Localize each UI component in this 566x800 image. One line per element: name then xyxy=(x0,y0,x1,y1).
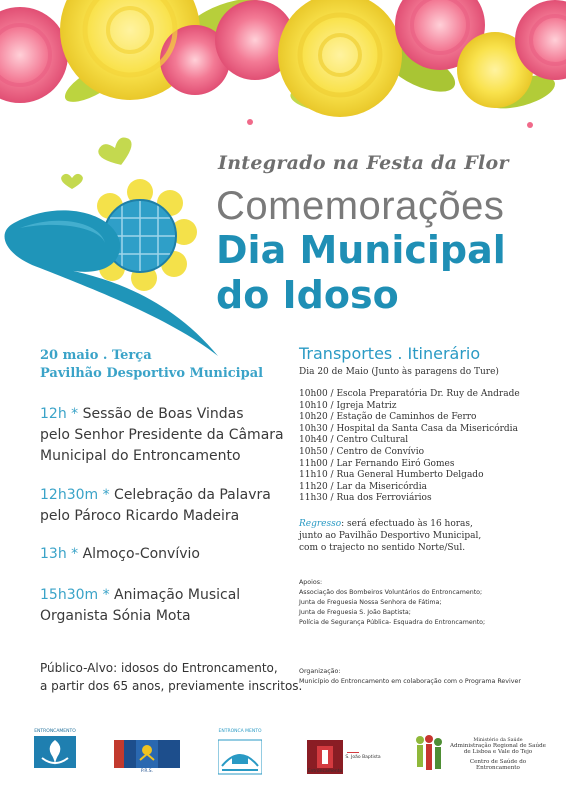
program-line: Organista Sónia Mota xyxy=(40,608,191,624)
prs-logo xyxy=(114,740,180,768)
heart-globe-logo xyxy=(0,128,230,358)
stop-item: 11h10 / Rua General Humberto Delgado xyxy=(299,470,484,481)
saude-line: Centro de Saúde do Entroncamento xyxy=(469,759,527,771)
program-line: Animação Musical xyxy=(109,587,241,603)
saude-line: Administração Regional de Saúde xyxy=(450,743,546,749)
program-line: Sessão de Boas Vindas xyxy=(78,406,244,422)
logo4-left-caption: Entroncamento xyxy=(307,769,343,774)
return-line: : será efectuado às 16 horas, xyxy=(341,519,473,529)
entroncamento-municipality-logo xyxy=(34,728,76,776)
saude-line: de Lisboa e Vale do Tejo xyxy=(463,749,533,755)
flower-banner xyxy=(0,0,566,140)
stop-item: 10h00 / Escola Preparatória Dr. Ruy de Andrade xyxy=(299,389,520,399)
supporters-title: Apoios: xyxy=(299,579,323,586)
supporter-item: Junta de Freguesia S. João Baptista; xyxy=(299,609,411,616)
subtitle-festa-da-flor: Integrado na Festa da Flor xyxy=(218,152,509,174)
logo2-caption: P.R.S. xyxy=(140,769,154,774)
program-line: Almoço-Convívio xyxy=(78,546,200,562)
stop-item: 10h20 / Estação de Caminhos de Ferro xyxy=(299,412,477,423)
logo3-caption: ENTRONCA MENTO xyxy=(218,729,262,734)
supporter-item: Junta de Freguesia Nossa Senhora de Fátima; xyxy=(299,599,442,606)
stop-item: 11h30 / Rua dos Ferroviários xyxy=(299,493,432,504)
supporter-item: Associação dos Bombeiros Voluntários do Entroncamento; xyxy=(299,589,483,596)
program-time: 15h30m * xyxy=(40,587,110,603)
logo4-divider xyxy=(347,752,359,753)
organization xyxy=(299,667,549,687)
ministerio-saude-text xyxy=(448,738,548,771)
supporter-item: Polícia de Segurança Pública- Esquadra do Entroncamento; xyxy=(299,619,486,626)
event-date: 20 maio . Terça xyxy=(40,348,152,363)
entroncamento-train-logo xyxy=(218,736,262,778)
stop-item: 10h40 / Centro Cultural xyxy=(299,435,409,446)
ministerio-saude-figures-icon xyxy=(412,734,446,778)
program-line: pelo Pároco Ricardo Madeira xyxy=(40,508,240,524)
return-label: Regresso xyxy=(299,519,342,529)
stop-item: 10h30 / Hospital da Santa Casa da Misericórdia xyxy=(299,423,518,434)
logo4-right-caption: S. João Baptista xyxy=(345,755,381,760)
transport-subtitle: Dia 20 de Maio (Junto às paragens do Ture) xyxy=(299,367,499,377)
program-time: 13h * xyxy=(40,546,79,562)
saude-line: Ministério da Saúde xyxy=(473,738,523,743)
program-time: 12h * xyxy=(40,406,79,422)
organization-text: Município do Entroncamento em colaboração com o Programa Reviver xyxy=(299,678,521,685)
program-line: pelo Senhor Presidente da Câmara xyxy=(40,427,284,443)
stop-item: 11h20 / Lar da Misericórdia xyxy=(299,481,427,492)
target-audience xyxy=(40,659,302,695)
return-line: junto ao Pavilhão Desportivo Municipal, xyxy=(299,531,482,541)
program-item xyxy=(40,544,200,565)
heading-dia-municipal: Dia Municipal xyxy=(216,228,506,272)
logo1-caption: ENTRONCAMENTO xyxy=(34,729,76,734)
stop-item: 10h10 / Igreja Matriz xyxy=(299,400,397,411)
stop-item: 10h50 / Centro de Convívio xyxy=(299,446,425,457)
transport-title: Transportes . Itinerário xyxy=(299,344,481,363)
heading-comemoracoes: Comemorações xyxy=(216,184,505,228)
organization-title: Organização: xyxy=(299,668,341,675)
program-time: 12h30m * xyxy=(40,487,110,503)
return-info xyxy=(299,518,549,554)
program-item xyxy=(40,404,284,467)
event-venue: Pavilhão Desportivo Municipal xyxy=(40,366,264,381)
program-item xyxy=(40,585,240,627)
program-line: Municipal do Entroncamento xyxy=(40,448,241,464)
stop-item: 11h00 / Lar Fernando Eiró Gomes xyxy=(299,458,455,469)
heading-do-idoso: do Idoso xyxy=(216,273,399,317)
target-audience-line: a partir dos 65 anos, previamente inscritos. xyxy=(40,679,303,693)
program-item xyxy=(40,485,271,527)
return-line: com o trajecto no sentido Norte/Sul. xyxy=(299,543,466,553)
program-line: Celebração da Palavra xyxy=(109,487,271,503)
target-audience-line: Público-Alvo: idosos do Entroncamento, xyxy=(40,661,278,675)
stops-list xyxy=(299,389,520,505)
supporters xyxy=(299,578,549,628)
